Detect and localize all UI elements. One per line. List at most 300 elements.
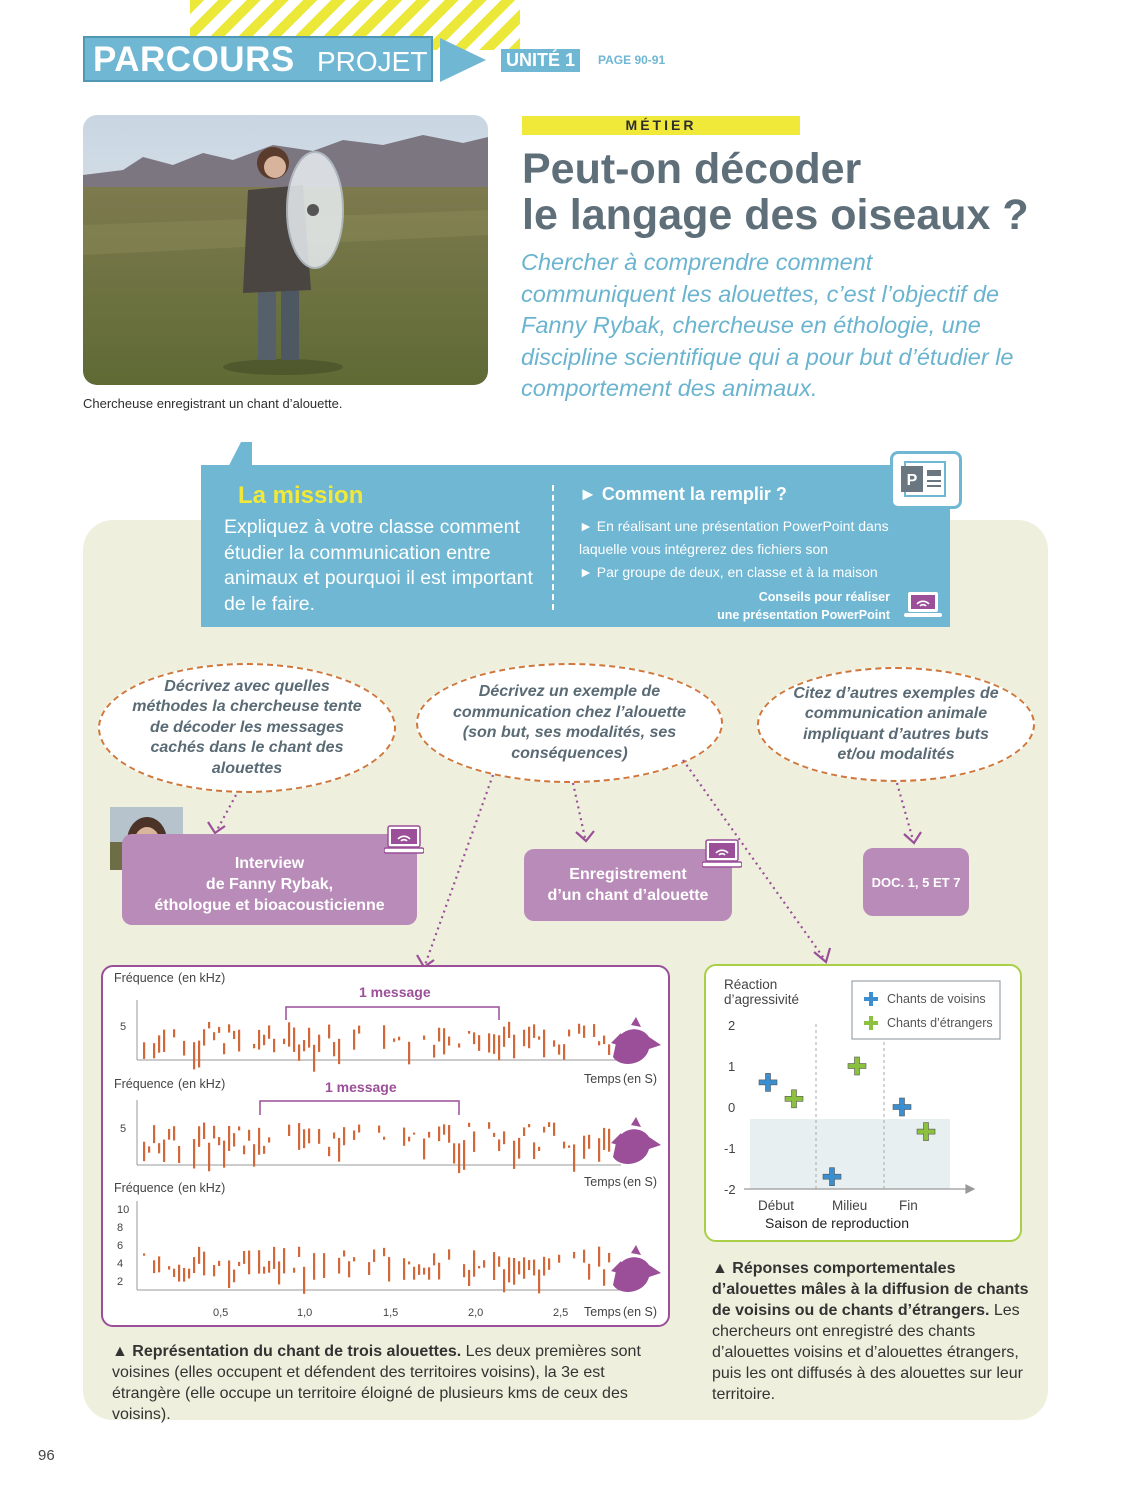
song-syllable bbox=[203, 1123, 205, 1139]
song-syllable bbox=[323, 1253, 325, 1278]
song-syllable bbox=[543, 1257, 545, 1276]
song-syllable bbox=[533, 1142, 535, 1159]
doc-reference-box[interactable]: DOC. 1, 5 ET 7 bbox=[863, 848, 969, 916]
song-syllable bbox=[293, 1268, 295, 1273]
song-syllable bbox=[253, 1044, 255, 1048]
song-syllable bbox=[283, 1039, 285, 1044]
song-syllable bbox=[568, 1030, 570, 1037]
song-syllable bbox=[408, 1261, 410, 1264]
spectrogram-figure bbox=[101, 965, 670, 1327]
song-syllable bbox=[488, 1122, 490, 1129]
recording-line-2: d’un chant d’alouette bbox=[547, 887, 709, 904]
photo-caption: Chercheuse enregistrant un chant d’alouette. bbox=[83, 396, 343, 411]
song-syllable bbox=[593, 1024, 595, 1037]
song-syllable bbox=[458, 1143, 460, 1173]
song-syllable bbox=[143, 1253, 145, 1255]
svg-text:Temps bbox=[584, 1175, 621, 1189]
stranger-point bbox=[848, 1057, 866, 1075]
interview-line-3: éthologue et bioacousticienne bbox=[154, 897, 385, 914]
svg-text:Fréquence bbox=[114, 1181, 174, 1195]
song-syllable bbox=[263, 1146, 265, 1154]
song-syllable bbox=[178, 1265, 180, 1282]
chart-xlabel: Saison de reproduction bbox=[765, 1215, 909, 1231]
song-syllable bbox=[328, 1025, 330, 1039]
song-syllable bbox=[538, 1270, 540, 1294]
neighbor-point bbox=[759, 1073, 777, 1091]
song-syllable bbox=[498, 1139, 500, 1151]
song-syllable bbox=[198, 1247, 200, 1264]
bird-icon-2 bbox=[611, 1117, 661, 1164]
page-reference: PAGE 90-91 bbox=[598, 53, 666, 67]
song-syllable bbox=[223, 1141, 225, 1168]
spectro-ylabel-3: Fréquence bbox=[114, 1181, 174, 1195]
song-syllable bbox=[438, 1263, 440, 1280]
song-syllable bbox=[158, 1143, 160, 1153]
song-syllable bbox=[208, 1022, 210, 1028]
song-syllable bbox=[188, 1269, 190, 1279]
song-syllable bbox=[183, 1041, 185, 1056]
song-syllable bbox=[533, 1024, 535, 1038]
song-syllable bbox=[298, 1044, 300, 1060]
song-syllable bbox=[298, 1123, 300, 1150]
chart-xtick: Milieu bbox=[832, 1198, 868, 1213]
song-syllable bbox=[453, 1143, 455, 1163]
conseil-line-2: une présentation PowerPoint bbox=[717, 608, 890, 622]
spectro-tempsunit-1: (en S) bbox=[623, 1072, 658, 1086]
title-line-2: le langage des oiseaux ? bbox=[522, 191, 1029, 239]
song-syllable bbox=[578, 1024, 580, 1034]
song-syllable bbox=[233, 1133, 235, 1146]
bubble-others-text: Citez d’autres exemples de communication animale impliquant d’autres buts et/ou modalités bbox=[793, 684, 999, 763]
title-line-1: Peut-on décoder bbox=[522, 145, 862, 193]
song-syllable bbox=[368, 1262, 370, 1275]
song-syllable bbox=[288, 1022, 290, 1046]
x-axis-arrow-icon bbox=[966, 1185, 974, 1193]
song-syllable bbox=[498, 1256, 500, 1266]
song-syllable bbox=[338, 1039, 340, 1064]
song-syllable bbox=[228, 1024, 230, 1032]
chart-legend-bold: ▲ Réponses comportementales d’alouettes mâles à la diffusion de chants de voisins ou de chants d’étrangers. bbox=[712, 1260, 1029, 1319]
song-syllable bbox=[243, 1146, 245, 1155]
song-syllable bbox=[573, 1252, 575, 1259]
spectro-yunit-1: (en kHz) bbox=[178, 971, 226, 985]
song-syllable bbox=[533, 1260, 535, 1276]
song-syllable bbox=[583, 1026, 585, 1038]
song-syllable bbox=[258, 1030, 260, 1050]
song-syllable bbox=[328, 1147, 330, 1156]
song-syllable bbox=[528, 1027, 530, 1049]
bird-icon-1 bbox=[611, 1017, 661, 1064]
song-syllable bbox=[543, 1127, 545, 1133]
song-syllable bbox=[473, 1032, 475, 1044]
conseil-line-1: Conseils pour réaliser bbox=[758, 590, 890, 604]
song-syllable bbox=[313, 1045, 315, 1072]
song-syllable bbox=[153, 1043, 155, 1058]
intro-text: Chercher à comprendre comment communiquent les alouettes, c’est l’objectif de Fanny Rybak, chercheuse en éthologie, une discipline scientifique qui a pour but d’étudier le comportement des animaux. bbox=[521, 249, 1014, 401]
mission-text: Expliquez à votre classe comment étudier la communication entre animaux et pourquoi il est important de le faire. bbox=[224, 516, 533, 615]
spectro-ytick: 2 bbox=[117, 1276, 124, 1288]
song-syllable bbox=[193, 1257, 195, 1273]
chart-ytick: 0 bbox=[728, 1100, 736, 1115]
song-syllable bbox=[583, 1250, 585, 1263]
song-syllable bbox=[263, 1267, 265, 1274]
song-syllable bbox=[413, 1133, 415, 1135]
song-syllable bbox=[493, 1034, 495, 1054]
chart-xtick: Fin bbox=[899, 1198, 918, 1213]
song-syllable bbox=[268, 1137, 270, 1142]
song-syllable bbox=[338, 1138, 340, 1162]
page-number: 96 bbox=[38, 1447, 55, 1464]
song-syllable bbox=[343, 1127, 345, 1145]
chart-legend bbox=[712, 1258, 1030, 1405]
parcours-label: PARCOURS bbox=[93, 40, 295, 79]
spectro-legend-bold: ▲ Représentation du chant de trois alouettes. bbox=[112, 1343, 462, 1360]
song-syllable bbox=[508, 1257, 510, 1282]
song-syllable bbox=[268, 1025, 270, 1038]
song-syllable bbox=[423, 1139, 425, 1160]
song-syllable bbox=[228, 1126, 230, 1151]
song-syllable bbox=[318, 1035, 320, 1052]
spectro-tick5-1: 5 bbox=[120, 1021, 127, 1033]
song-syllable bbox=[273, 1247, 275, 1269]
song-syllable bbox=[528, 1124, 530, 1127]
song-syllable bbox=[448, 1125, 450, 1143]
mission-title: La mission bbox=[238, 482, 364, 509]
song-syllable bbox=[523, 1127, 525, 1136]
song-syllable bbox=[253, 1144, 255, 1166]
song-syllable bbox=[298, 1247, 300, 1257]
song-syllable bbox=[468, 1031, 470, 1034]
spectro-tempsunit-2: (en S) bbox=[623, 1175, 658, 1189]
song-syllable bbox=[523, 1257, 525, 1278]
song-syllable bbox=[418, 1264, 420, 1275]
svg-text:(en S) bbox=[623, 1175, 657, 1189]
song-syllable bbox=[258, 1128, 260, 1155]
chart-ytick: 1 bbox=[728, 1059, 736, 1074]
spectro-xtick: 1,5 bbox=[383, 1307, 399, 1319]
song-syllable bbox=[403, 1128, 405, 1146]
song-syllable bbox=[548, 1258, 550, 1269]
song-syllable bbox=[463, 1264, 465, 1277]
song-syllable bbox=[203, 1029, 205, 1045]
song-syllable bbox=[358, 1026, 360, 1034]
how-title: ► Comment la remplir ? bbox=[579, 484, 787, 504]
song-syllable bbox=[503, 1269, 505, 1292]
song-syllable bbox=[433, 1045, 435, 1058]
song-syllable bbox=[478, 1266, 480, 1268]
song-syllable bbox=[153, 1125, 155, 1143]
song-syllable bbox=[403, 1258, 405, 1280]
song-syllable bbox=[598, 1138, 600, 1162]
recording-line-1: Enregistrement bbox=[569, 866, 687, 883]
song-syllable bbox=[588, 1135, 590, 1149]
chart-ytick: -2 bbox=[724, 1182, 736, 1197]
song-syllable bbox=[588, 1264, 590, 1280]
spectrogram-legend bbox=[112, 1341, 672, 1425]
song-syllable bbox=[518, 1261, 520, 1274]
song-syllable bbox=[378, 1126, 380, 1133]
spectro-ylabel-2: Fréquence bbox=[114, 1077, 174, 1091]
song-syllable bbox=[318, 1129, 320, 1144]
song-syllable bbox=[558, 1255, 560, 1263]
song-syllable bbox=[503, 1131, 505, 1144]
song-syllable bbox=[158, 1035, 160, 1052]
message-label-1: 1 message bbox=[359, 984, 431, 1000]
song-syllable bbox=[513, 1258, 515, 1285]
song-syllable bbox=[448, 1249, 450, 1259]
song-syllable bbox=[548, 1122, 550, 1127]
song-syllable bbox=[473, 1250, 475, 1276]
song-syllable bbox=[308, 1028, 310, 1048]
song-syllable bbox=[218, 1137, 220, 1145]
song-syllable bbox=[198, 1041, 200, 1068]
song-syllable bbox=[213, 1126, 215, 1139]
svg-text:Fréquence bbox=[114, 1077, 174, 1091]
svg-text:Fréquence bbox=[114, 971, 174, 985]
spectro-temps-2: Temps bbox=[584, 1175, 621, 1189]
song-syllable bbox=[388, 1257, 390, 1281]
song-syllable bbox=[193, 1139, 195, 1168]
song-syllable bbox=[493, 1252, 495, 1280]
bubble-methods-text: Décrivez avec quelles méthodes la chercheuse tente de décoder les messages cachés dans le chant des alouettes bbox=[132, 677, 362, 777]
song-syllable bbox=[238, 1262, 240, 1266]
spectro-ytick: 6 bbox=[117, 1240, 124, 1252]
song-syllable bbox=[143, 1142, 145, 1161]
song-syllable bbox=[173, 1029, 175, 1037]
chart-ylabel-line-1: Réaction bbox=[724, 977, 778, 992]
song-syllable bbox=[483, 1260, 485, 1267]
song-syllable bbox=[408, 1137, 410, 1142]
song-syllable bbox=[198, 1126, 200, 1147]
song-syllable bbox=[423, 1268, 425, 1275]
song-syllable bbox=[598, 1041, 600, 1045]
song-syllable bbox=[303, 1267, 305, 1294]
song-syllable bbox=[193, 1042, 195, 1069]
ppt-letter: P bbox=[906, 472, 918, 489]
song-syllable bbox=[468, 1270, 470, 1286]
song-syllable bbox=[258, 1250, 260, 1273]
song-syllable bbox=[208, 1143, 210, 1172]
song-syllable bbox=[293, 1028, 295, 1052]
song-syllable bbox=[248, 1251, 250, 1275]
song-syllable bbox=[608, 1253, 610, 1262]
song-syllable bbox=[218, 1027, 220, 1033]
stranger-point bbox=[785, 1090, 803, 1108]
song-syllable bbox=[163, 1140, 165, 1162]
chart-ytick: -1 bbox=[724, 1141, 736, 1156]
spectro-temps-3: Temps bbox=[584, 1305, 621, 1319]
song-syllable bbox=[438, 1127, 440, 1142]
song-syllable bbox=[228, 1260, 230, 1288]
song-syllable bbox=[383, 1248, 385, 1256]
song-syllable bbox=[583, 1136, 585, 1159]
song-syllable bbox=[598, 1247, 600, 1267]
song-syllable bbox=[163, 1030, 165, 1052]
spectro-yunit-2: (en kHz) bbox=[178, 1077, 226, 1091]
svg-text:Temps bbox=[584, 1305, 621, 1319]
bird-icon-3 bbox=[611, 1245, 661, 1292]
song-syllable bbox=[348, 1261, 350, 1277]
song-syllable bbox=[383, 1025, 385, 1049]
song-syllable bbox=[458, 1043, 460, 1047]
how-item-1: ► En réalisant une présentation PowerPoint dans laquelle vous intégrerez des fichiers son bbox=[579, 518, 889, 557]
chart-xtick: Début bbox=[758, 1198, 795, 1213]
song-syllable bbox=[413, 1267, 415, 1280]
song-syllable bbox=[473, 1131, 475, 1151]
spectro-xtick: 1,0 bbox=[297, 1307, 313, 1319]
song-syllable bbox=[303, 1040, 305, 1051]
svg-text:(en kHz) bbox=[178, 1077, 225, 1091]
song-syllable bbox=[353, 1030, 355, 1050]
song-syllable bbox=[238, 1030, 240, 1052]
song-syllable bbox=[543, 1030, 545, 1058]
song-syllable bbox=[333, 1132, 335, 1138]
song-syllable bbox=[263, 1035, 265, 1045]
spectro-xtick: 2,5 bbox=[553, 1307, 569, 1319]
chart-ytick: 2 bbox=[728, 1018, 736, 1033]
song-syllable bbox=[288, 1125, 290, 1136]
song-syllable bbox=[283, 1248, 285, 1273]
song-syllable bbox=[538, 1147, 540, 1151]
song-syllable bbox=[538, 1036, 540, 1039]
svg-text:(en kHz) bbox=[178, 1181, 225, 1195]
song-syllable bbox=[213, 1032, 215, 1040]
chart-legend-box bbox=[852, 981, 1000, 1039]
song-syllable bbox=[608, 1129, 610, 1152]
song-syllable bbox=[143, 1042, 145, 1059]
unite-badge: UNITÉ 1 bbox=[501, 49, 580, 72]
song-syllable bbox=[338, 1258, 340, 1274]
spectro-temps-1: Temps bbox=[584, 1072, 621, 1086]
song-syllable bbox=[168, 1266, 170, 1269]
spectro-ytick: 4 bbox=[117, 1258, 124, 1270]
song-syllable bbox=[518, 1138, 520, 1159]
song-syllable bbox=[313, 1253, 315, 1280]
song-syllable bbox=[233, 1270, 235, 1283]
song-syllable bbox=[383, 1137, 385, 1140]
song-syllable bbox=[488, 1033, 490, 1052]
song-syllable bbox=[503, 1027, 505, 1047]
song-syllable bbox=[243, 1251, 245, 1264]
song-syllable bbox=[433, 1253, 435, 1265]
song-syllable bbox=[428, 1132, 430, 1138]
song-syllable bbox=[343, 1250, 345, 1256]
metier-tag: MÉTIER bbox=[522, 116, 800, 135]
song-syllable bbox=[213, 1265, 215, 1276]
spectro-tick5-2: 5 bbox=[120, 1123, 127, 1135]
song-syllable bbox=[553, 1123, 555, 1136]
interview-box[interactable] bbox=[122, 834, 417, 925]
song-syllable bbox=[308, 1128, 310, 1143]
song-syllable bbox=[353, 1130, 355, 1139]
svg-text:(en S) bbox=[623, 1072, 657, 1086]
projet-label: PROJET bbox=[317, 46, 428, 77]
neighbor-point bbox=[893, 1098, 911, 1116]
song-syllable bbox=[423, 1036, 425, 1040]
song-syllable bbox=[238, 1126, 240, 1130]
song-syllable bbox=[508, 1022, 510, 1038]
chart-legend-text: Les chercheurs ont enregistré des chants d’alouettes voisins et d’alouettes étrangers, puis les ont diffusés à des alouettes sur leur territoire. bbox=[712, 1302, 1023, 1403]
song-syllable bbox=[333, 1042, 335, 1056]
song-syllable bbox=[173, 1269, 175, 1277]
song-syllable bbox=[603, 1036, 605, 1045]
spectro-ylabel-1: Fréquence bbox=[114, 971, 174, 985]
song-syllable bbox=[393, 1038, 395, 1041]
song-syllable bbox=[358, 1125, 360, 1133]
spectro-xtick: 2,0 bbox=[468, 1307, 484, 1319]
song-syllable bbox=[513, 1035, 515, 1059]
spectro-yunit-3: (en kHz) bbox=[178, 1181, 226, 1195]
song-syllable bbox=[168, 1129, 170, 1140]
song-syllable bbox=[563, 1044, 565, 1059]
spectro-legend-text: Les deux premières sont voisines (elles occupent et défendent des territoires voisins), la 3e est étrangère (elle occupe un territoire éloigné de plusieurs kms de ceux des voisins). bbox=[112, 1343, 641, 1423]
spectro-xtick: 0,5 bbox=[213, 1307, 229, 1319]
song-syllable bbox=[408, 1042, 410, 1065]
song-syllable bbox=[223, 1043, 225, 1054]
svg-text:Temps bbox=[584, 1072, 621, 1086]
song-syllable bbox=[443, 1028, 445, 1054]
interview-line-1: Interview bbox=[234, 855, 305, 872]
song-syllable bbox=[463, 1140, 465, 1170]
song-syllable bbox=[448, 1037, 450, 1046]
interview-line-2: de Fanny Rybak, bbox=[205, 876, 334, 893]
song-syllable bbox=[468, 1123, 470, 1127]
song-syllable bbox=[273, 1039, 275, 1052]
song-syllable bbox=[203, 1252, 205, 1276]
song-syllable bbox=[498, 1035, 500, 1060]
spectro-tempsunit-3: (en S) bbox=[623, 1305, 658, 1319]
song-syllable bbox=[218, 1261, 220, 1266]
song-syllable bbox=[303, 1129, 305, 1148]
how-item-2: ► Par groupe de deux, en classe et à la maison bbox=[579, 564, 878, 580]
song-syllable bbox=[478, 1035, 480, 1051]
song-syllable bbox=[158, 1256, 160, 1272]
bubble-example-text: Décrivez un exemple de communication chez l’alouette (son but, ses modalités, ses conséquences) bbox=[453, 683, 686, 762]
recording-box[interactable] bbox=[524, 849, 732, 921]
song-syllable bbox=[513, 1141, 515, 1169]
song-syllable bbox=[443, 1124, 445, 1134]
song-syllable bbox=[153, 1260, 155, 1273]
aggression-chart bbox=[704, 964, 1022, 1242]
song-syllable bbox=[553, 1040, 555, 1046]
song-syllable bbox=[373, 1250, 375, 1262]
spectro-ytick: 10 bbox=[117, 1204, 130, 1216]
song-syllable bbox=[183, 1268, 185, 1282]
song-syllable bbox=[233, 1031, 235, 1039]
song-syllable bbox=[178, 1146, 180, 1163]
song-syllable bbox=[523, 1030, 525, 1046]
song-syllable bbox=[603, 1128, 605, 1150]
song-syllable bbox=[148, 1146, 150, 1152]
song-syllable bbox=[173, 1126, 175, 1140]
song-syllable bbox=[268, 1261, 270, 1273]
song-syllable bbox=[573, 1144, 575, 1171]
song-syllable bbox=[428, 1267, 430, 1279]
chart-ylabel-line-2: d’agressivité bbox=[724, 992, 800, 1007]
recording-laptop-icon[interactable] bbox=[702, 839, 742, 869]
song-syllable bbox=[603, 1269, 605, 1286]
song-syllable bbox=[278, 1261, 280, 1284]
song-syllable bbox=[493, 1133, 495, 1137]
legend-label: Chants d’étrangers bbox=[887, 1016, 993, 1030]
song-syllable bbox=[568, 1145, 570, 1147]
song-syllable bbox=[248, 1130, 250, 1141]
song-syllable bbox=[528, 1260, 530, 1270]
legend-label: Chants de voisins bbox=[887, 992, 986, 1006]
song-syllable bbox=[438, 1028, 440, 1042]
svg-text:(en S) bbox=[623, 1305, 657, 1319]
interview-laptop-icon[interactable] bbox=[384, 825, 424, 855]
